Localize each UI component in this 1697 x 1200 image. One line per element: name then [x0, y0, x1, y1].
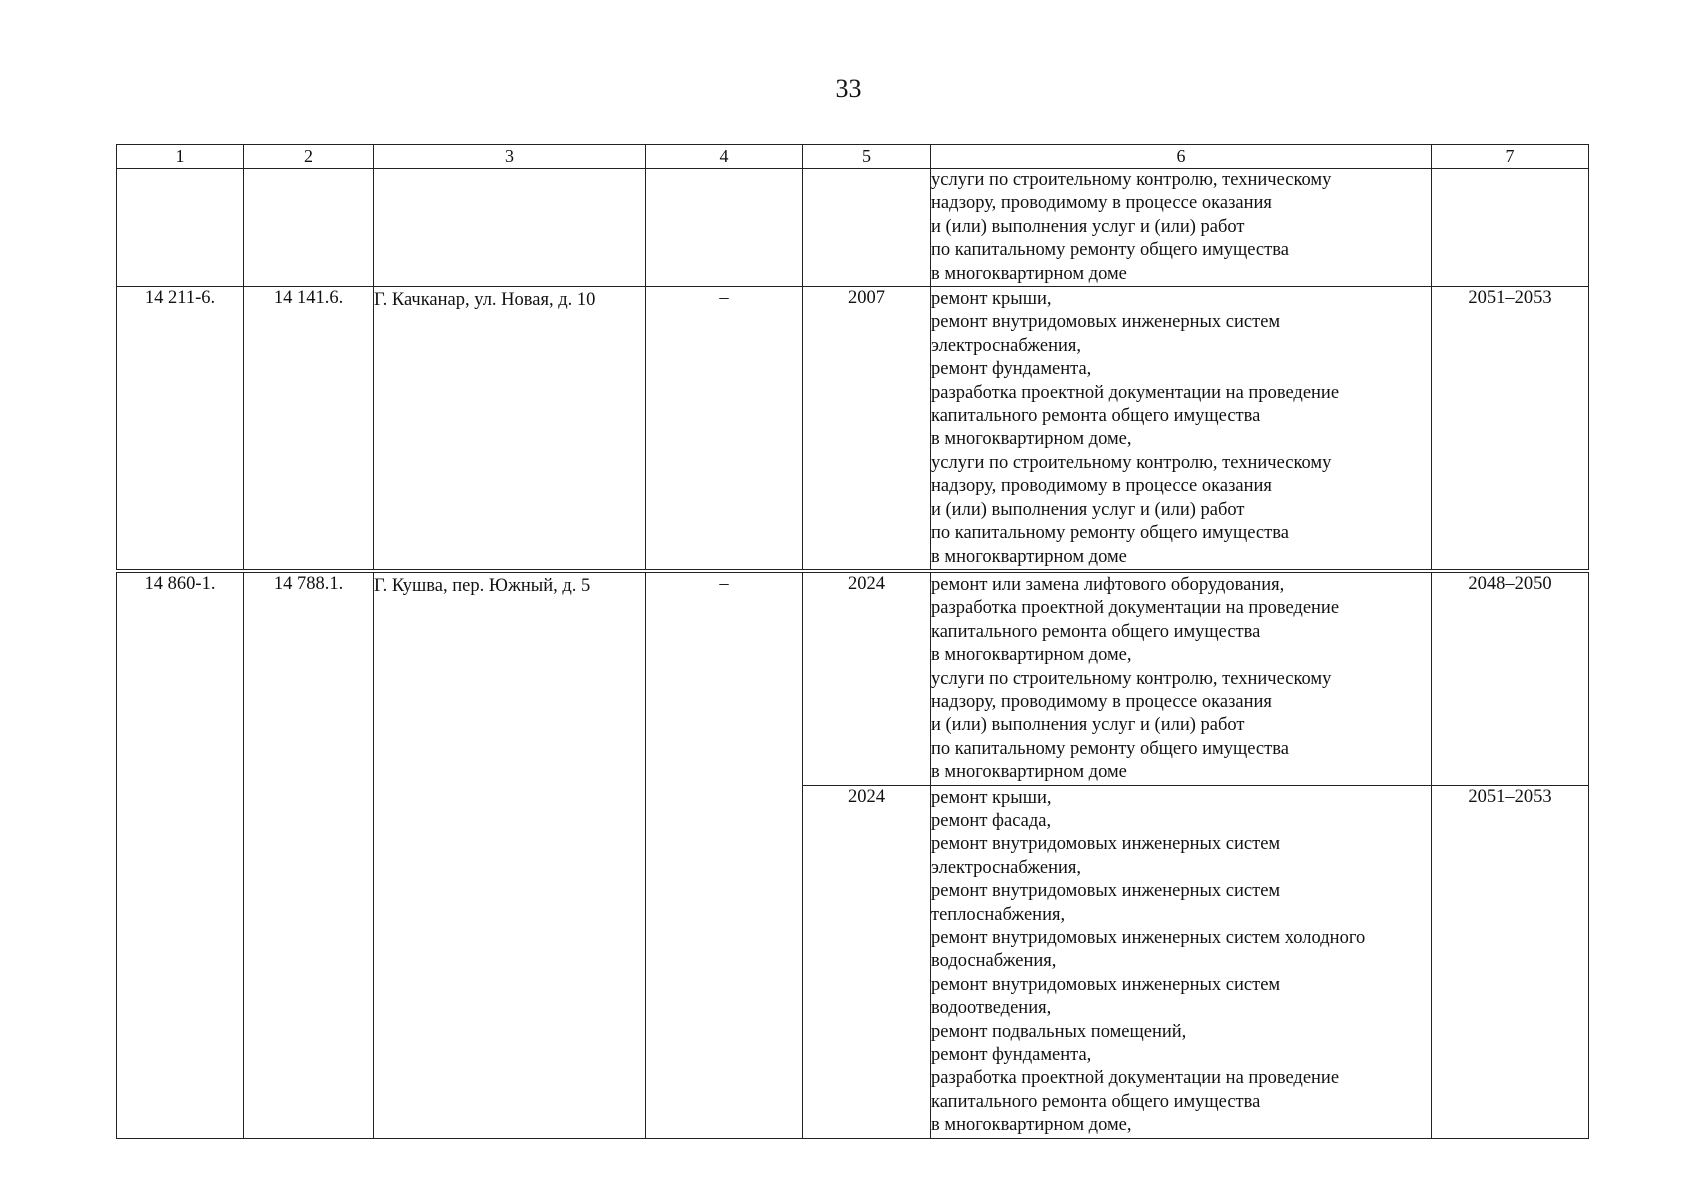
address-cell: Г. Кушва, пер. Южный, д. 5 — [374, 571, 646, 1138]
row-number-cell: 14 211-6. — [117, 287, 244, 571]
year-cell — [803, 169, 931, 287]
works-line: и (или) выполнения услуг и (или) работ — [931, 216, 1245, 237]
works-line: по капитальному ремонту общего имущества — [931, 738, 1289, 759]
works-line: теплоснабжения, — [931, 904, 1066, 925]
page-number: 33 — [835, 74, 862, 103]
works-line: разработка проектной документации на проведение — [931, 382, 1340, 403]
works-line: ремонт внутридомовых инженерных систем — [931, 881, 1281, 902]
header-cell-1: 1 — [117, 145, 244, 169]
header-cell-4: 4 — [646, 145, 803, 169]
year-cell: 2024 — [803, 785, 931, 1138]
header-cell-7: 7 — [1432, 145, 1589, 169]
works-line: надзору, проводимому в процессе оказания — [931, 193, 1272, 214]
house-number-cell: 14 788.1. — [244, 571, 374, 1138]
period-cell: 2051–2053 — [1432, 287, 1589, 571]
header-cell-5: 5 — [803, 145, 931, 169]
works-list-cell — [931, 571, 1432, 785]
year-cell: 2024 — [803, 571, 931, 785]
table-row — [117, 169, 1589, 287]
note-cell: – — [646, 287, 803, 571]
works-line: в многоквартирном доме — [931, 762, 1127, 783]
header-row — [117, 145, 1589, 169]
works-line: капитального ремонта общего имущества — [931, 621, 1261, 642]
works-line: по капитальному ремонту общего имущества — [931, 523, 1289, 544]
works-line: ремонт крыши, — [931, 289, 1052, 310]
works-line: услуги по строительному контролю, техническому — [931, 452, 1332, 473]
works-line: ремонт или замена лифтового оборудования, — [931, 574, 1285, 595]
header-cell-2: 2 — [244, 145, 374, 169]
works-list-cell — [931, 169, 1432, 287]
works-line: ремонт фасада, — [931, 810, 1052, 831]
note-cell — [646, 169, 803, 287]
works-list-cell — [931, 287, 1432, 571]
repair-schedule-table — [116, 144, 1589, 1139]
works-line: в многоквартирном доме, — [931, 429, 1132, 450]
house-number-cell — [244, 169, 374, 287]
works-line: ремонт внутридомовых инженерных систем — [931, 312, 1281, 333]
works-line: капитального ремонта общего имущества — [931, 1091, 1261, 1112]
works-list-cell — [931, 785, 1432, 1138]
period-cell: 2051–2053 — [1432, 785, 1589, 1138]
works-line: по капитальному ремонту общего имущества — [931, 240, 1289, 261]
works-line: в многоквартирном доме, — [931, 645, 1132, 666]
row-number-cell — [117, 169, 244, 287]
works-line: ремонт фундамента, — [931, 359, 1092, 380]
works-line: ремонт внутридомовых инженерных систем холодного — [931, 928, 1366, 948]
works-line: электроснабжения, — [931, 335, 1082, 356]
works-line: капитального ремонта общего имущества — [931, 406, 1261, 427]
note-cell: – — [646, 571, 803, 1138]
header-cell-6: 6 — [931, 145, 1432, 169]
period-cell: 2048–2050 — [1432, 571, 1589, 785]
works-line: услуги по строительному контролю, техническому — [931, 668, 1332, 689]
works-line: разработка проектной документации на проведение — [931, 598, 1340, 619]
works-line: в многоквартирном доме — [931, 263, 1127, 284]
works-line: надзору, проводимому в процессе оказания — [931, 691, 1272, 712]
works-line: электроснабжения, — [931, 857, 1082, 878]
table-row — [117, 287, 1589, 571]
works-line: надзору, проводимому в процессе оказания — [931, 476, 1272, 497]
works-line: водоотведения, — [931, 998, 1052, 1019]
works-line: услуги по строительному контролю, техническому — [931, 170, 1332, 190]
works-line: ремонт крыши, — [931, 787, 1052, 808]
works-line: и (или) выполнения услуг и (или) работ — [931, 715, 1245, 736]
house-number-cell: 14 141.6. — [244, 287, 374, 571]
works-line: в многоквартирном доме, — [931, 1115, 1132, 1136]
year-cell: 2007 — [803, 287, 931, 571]
works-line: ремонт фундамента, — [931, 1045, 1092, 1066]
works-line: в многоквартирном доме — [931, 546, 1127, 567]
works-line: и (или) выполнения услуг и (или) работ — [931, 499, 1245, 520]
works-line: ремонт внутридомовых инженерных систем — [931, 834, 1281, 855]
address-cell: Г. Качканар, ул. Новая, д. 10 — [374, 287, 646, 571]
address-cell — [374, 169, 646, 287]
works-line: ремонт внутридомовых инженерных систем — [931, 974, 1281, 995]
table-row — [117, 571, 1589, 785]
period-cell — [1432, 169, 1589, 287]
works-line: ремонт подвальных помещений, — [931, 1021, 1187, 1042]
works-line: водоснабжения, — [931, 951, 1057, 972]
row-number-cell: 14 860-1. — [117, 571, 244, 1138]
header-cell-3: 3 — [374, 145, 646, 169]
works-line: разработка проектной документации на проведение — [931, 1068, 1340, 1089]
